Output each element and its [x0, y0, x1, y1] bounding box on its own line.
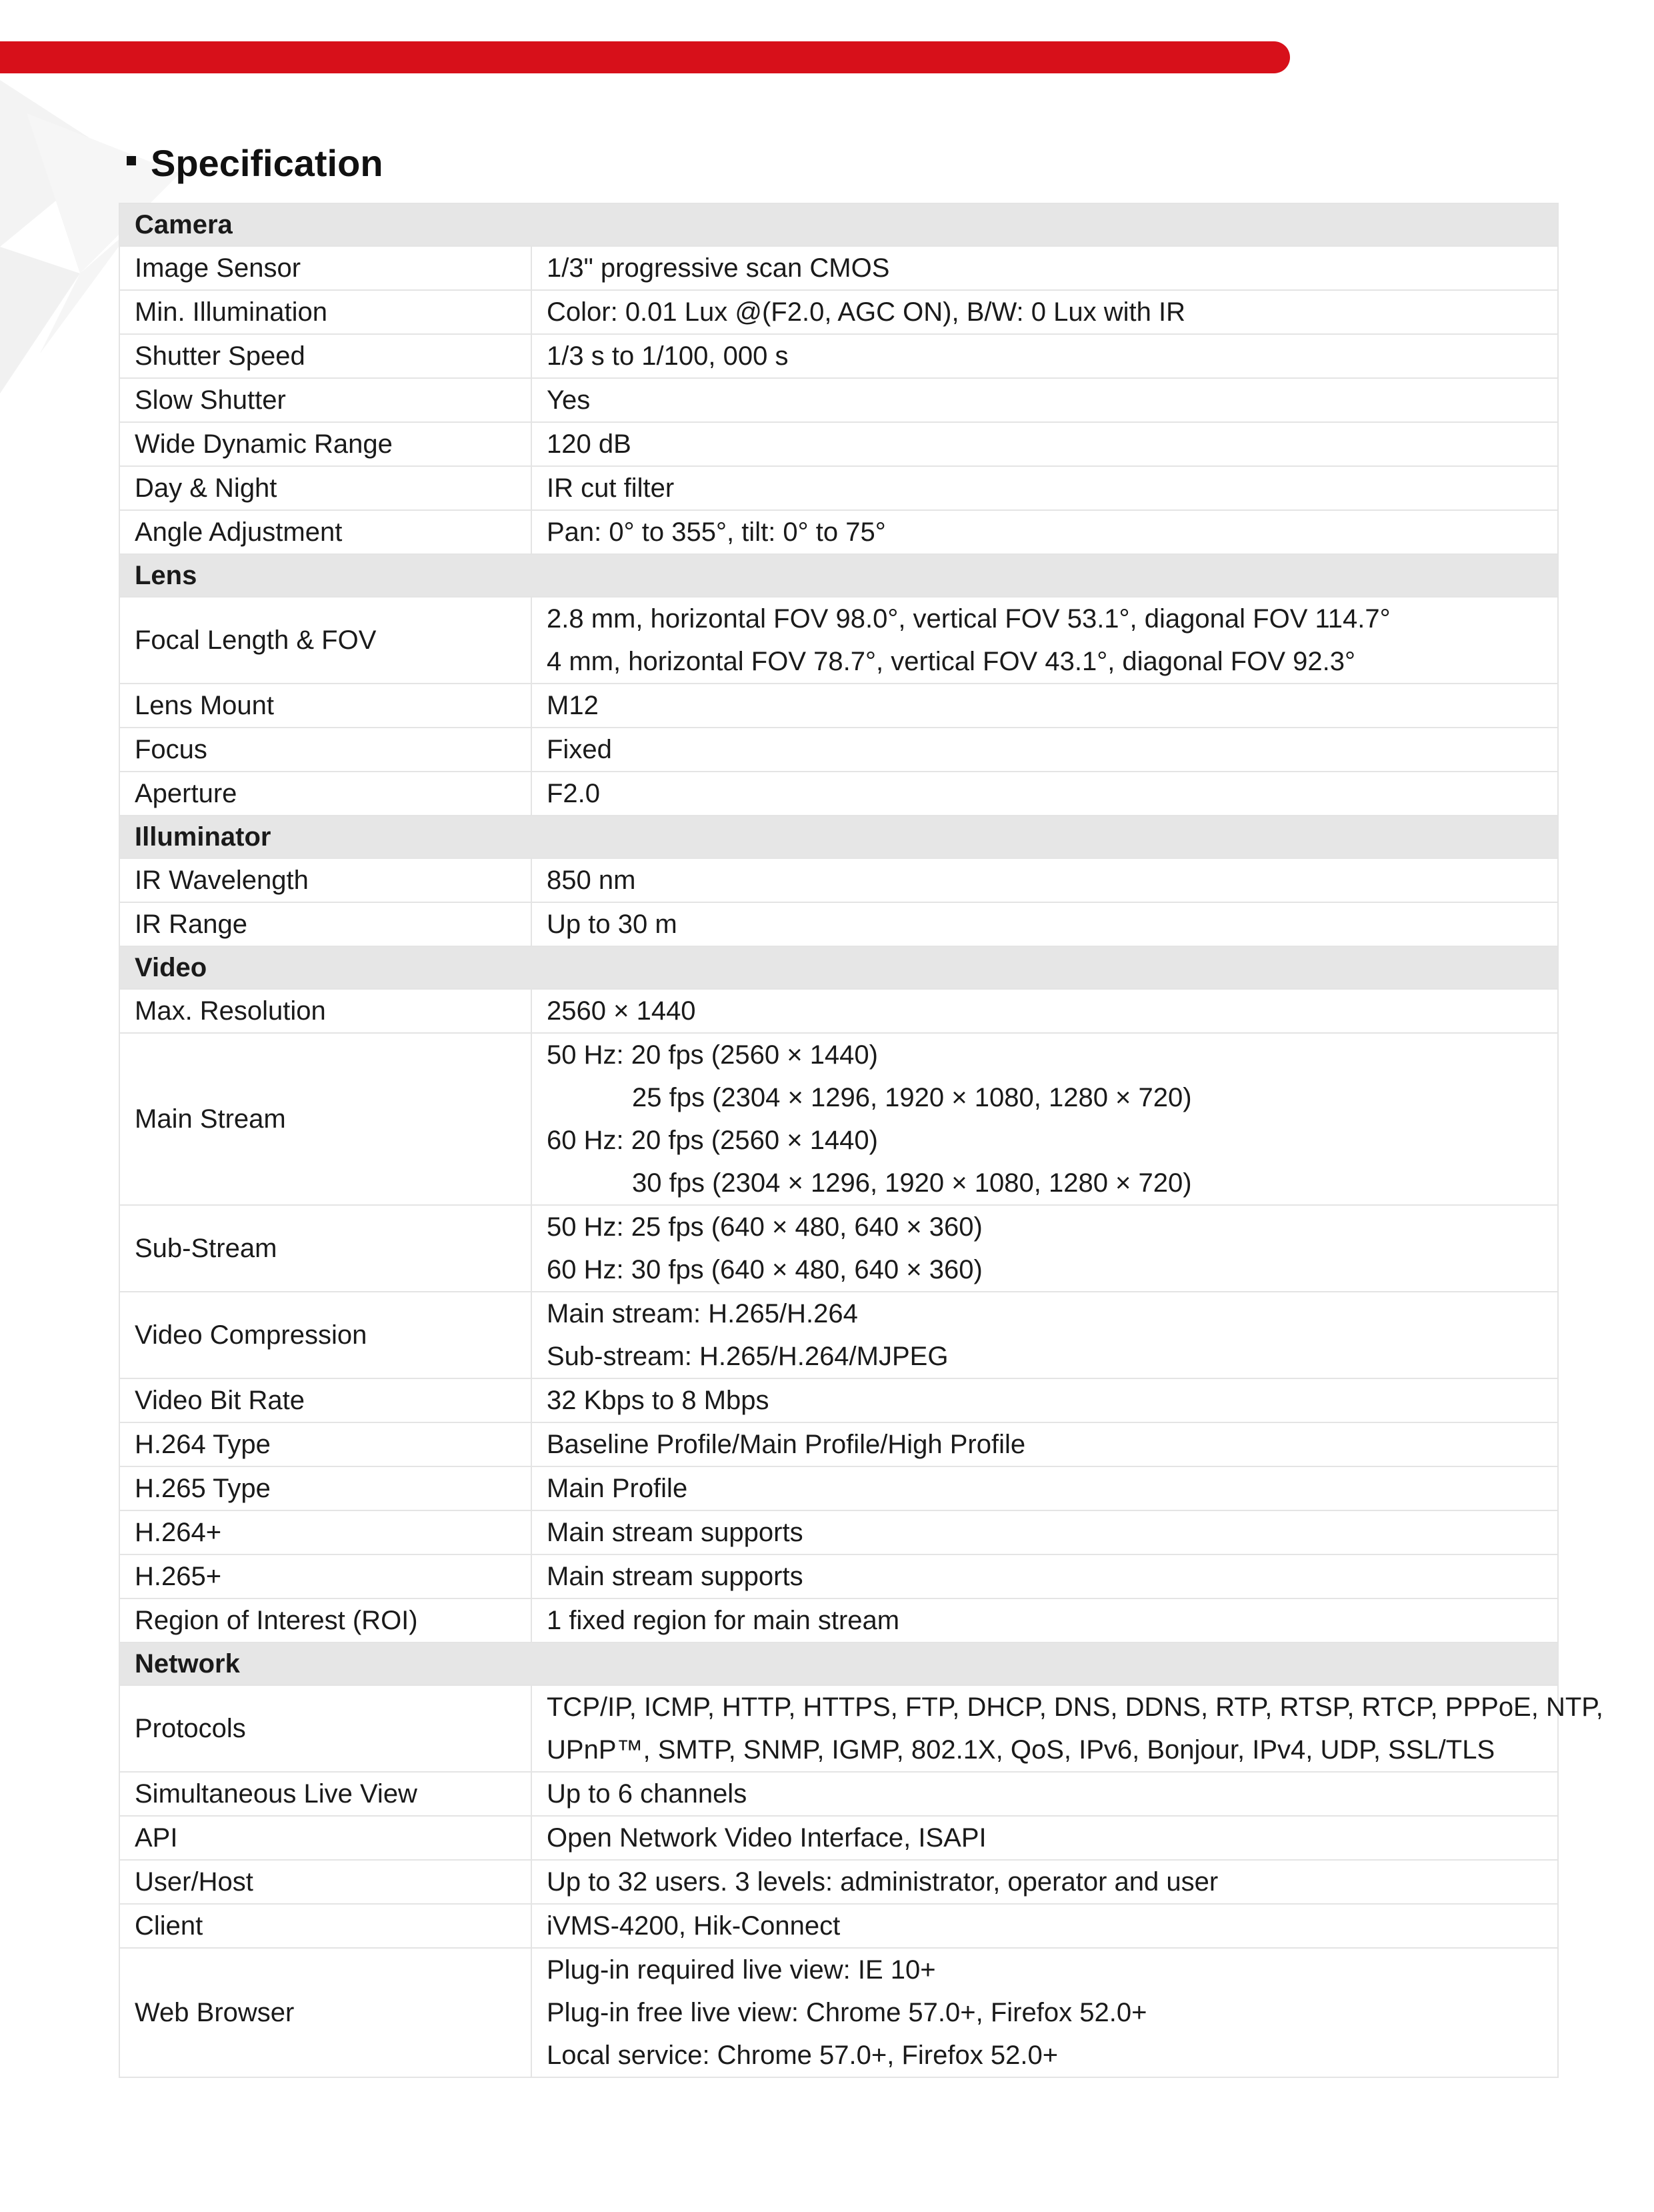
spec-value-line: F2.0	[547, 779, 601, 808]
spec-label: Region of Interest (ROI)	[119, 1598, 531, 1642]
spec-row	[119, 772, 1558, 816]
spec-row	[119, 378, 1558, 422]
spec-value-line: Up to 32 users. 3 levels: administrator, operator and user	[547, 1867, 1219, 1897]
spec-value-line: IR cut filter	[547, 473, 675, 503]
spec-value	[531, 1772, 1558, 1816]
spec-row	[119, 989, 1558, 1033]
spec-row	[119, 1378, 1558, 1422]
spec-value	[531, 1904, 1558, 1948]
spec-value-line: Yes	[547, 385, 591, 415]
spec-label: H.264+	[119, 1510, 531, 1554]
spec-value	[531, 1685, 1603, 1772]
spec-value	[531, 1033, 1558, 1205]
spec-row	[119, 510, 1558, 554]
spec-value	[531, 858, 1558, 902]
spec-value	[531, 1598, 1558, 1642]
spec-value-line: Main Profile	[547, 1474, 688, 1503]
spec-label: Client	[119, 1904, 531, 1948]
spec-label: H.264 Type	[119, 1422, 531, 1466]
section-header	[119, 554, 1558, 597]
spec-value-line: Fixed	[547, 735, 612, 764]
spec-row	[119, 1598, 1558, 1642]
spec-value	[531, 1948, 1558, 2077]
spec-label: API	[119, 1816, 531, 1860]
spec-label: Shutter Speed	[119, 334, 531, 378]
spec-label: Day & Night	[119, 466, 531, 510]
spec-value-line: Up to 30 m	[547, 910, 677, 939]
spec-row	[119, 466, 1558, 510]
spec-label: Min. Illumination	[119, 290, 531, 334]
spec-row	[119, 1948, 1558, 2077]
spec-value	[531, 1554, 1558, 1598]
spec-row	[119, 1772, 1558, 1816]
spec-value-line: Local service: Chrome 57.0+, Firefox 52.0+	[547, 2041, 1059, 2070]
spec-row	[119, 684, 1558, 728]
section-header	[119, 1642, 1558, 1685]
spec-value-line: 50 Hz: 25 fps (640 × 480, 640 × 360)	[547, 1212, 983, 1242]
spec-value-line: Main stream: H.265/H.264	[547, 1299, 858, 1328]
spec-value-line: Main stream supports	[547, 1518, 803, 1547]
spec-value-line: 1 fixed region for main stream	[547, 1606, 900, 1635]
spec-label: Angle Adjustment	[119, 510, 531, 554]
spec-value-line: Up to 6 channels	[547, 1779, 747, 1809]
spec-label: Aperture	[119, 772, 531, 816]
spec-row	[119, 1904, 1558, 1948]
spec-value-line: TCP/IP, ICMP, HTTP, HTTPS, FTP, DHCP, DNS, DDNS, RTP, RTSP, RTCP, PPPoE, NTP,	[547, 1693, 1603, 1722]
spec-label: Video Bit Rate	[119, 1378, 531, 1422]
spec-label: Max. Resolution	[119, 989, 531, 1033]
spec-value-line: Pan: 0° to 355°, tilt: 0° to 75°	[547, 517, 886, 547]
spec-label: Protocols	[119, 1685, 531, 1772]
spec-label: IR Wavelength	[119, 858, 531, 902]
spec-value	[531, 290, 1558, 334]
spec-value	[531, 902, 1558, 946]
title-bullet	[127, 156, 136, 165]
spec-value	[531, 597, 1558, 684]
spec-value-line: 2.8 mm, horizontal FOV 98.0°, vertical FOV 53.1°, diagonal FOV 114.7°	[547, 604, 1391, 634]
spec-row	[119, 1685, 1558, 1772]
spec-row	[119, 1510, 1558, 1554]
spec-value-line: M12	[547, 691, 599, 720]
spec-value-line: Sub-stream: H.265/H.264/MJPEG	[547, 1342, 949, 1371]
spec-value-line: 60 Hz: 20 fps (2560 × 1440)	[547, 1126, 878, 1155]
spec-row	[119, 1816, 1558, 1860]
spec-value	[531, 334, 1558, 378]
spec-row	[119, 1422, 1558, 1466]
spec-value	[531, 1860, 1558, 1904]
spec-value-line: Open Network Video Interface, ISAPI	[547, 1823, 987, 1853]
spec-label: Wide Dynamic Range	[119, 422, 531, 466]
spec-row	[119, 858, 1558, 902]
spec-value-line: 850 nm	[547, 866, 636, 895]
spec-value-line: 1/3" progressive scan CMOS	[547, 253, 890, 283]
spec-value	[531, 1292, 1558, 1378]
spec-label: Focus	[119, 728, 531, 772]
spec-value	[531, 466, 1558, 510]
spec-label: Slow Shutter	[119, 378, 531, 422]
spec-row	[119, 246, 1558, 290]
spec-row	[119, 290, 1558, 334]
page-title-text: Specification	[151, 142, 383, 184]
section-header	[119, 946, 1558, 989]
spec-label: Simultaneous Live View	[119, 1772, 531, 1816]
spec-row	[119, 1554, 1558, 1598]
spec-label: Image Sensor	[119, 246, 531, 290]
spec-label: Lens Mount	[119, 684, 531, 728]
section-header	[119, 203, 1558, 246]
spec-value	[531, 1466, 1558, 1510]
spec-row	[119, 902, 1558, 946]
spec-label: User/Host	[119, 1860, 531, 1904]
spec-value	[531, 422, 1558, 466]
brand-header-bar	[0, 41, 1290, 73]
spec-row	[119, 1033, 1558, 1205]
spec-label: IR Range	[119, 902, 531, 946]
spec-value-line: 4 mm, horizontal FOV 78.7°, vertical FOV 43.1°, diagonal FOV 92.3°	[547, 647, 1355, 676]
spec-value-line: 1/3 s to 1/100, 000 s	[547, 341, 789, 371]
spec-row	[119, 1292, 1558, 1378]
spec-value	[531, 1816, 1558, 1860]
spec-value	[531, 728, 1558, 772]
spec-value	[531, 510, 1558, 554]
page-title	[127, 141, 383, 185]
spec-value	[531, 684, 1558, 728]
spec-label: Web Browser	[119, 1948, 531, 2077]
spec-value-line: Plug-in required live view: IE 10+	[547, 1955, 936, 1985]
spec-value	[531, 1378, 1558, 1422]
spec-row	[119, 728, 1558, 772]
spec-row	[119, 597, 1558, 684]
section-title: Lens	[119, 554, 1558, 597]
spec-row	[119, 1860, 1558, 1904]
section-title: Video	[119, 946, 1558, 989]
spec-value-line: Color: 0.01 Lux @(F2.0, AGC ON), B/W: 0 Lux with IR	[547, 297, 1185, 327]
spec-value	[531, 1422, 1558, 1466]
spec-label: Focal Length & FOV	[119, 597, 531, 684]
spec-value-line: 60 Hz: 30 fps (640 × 480, 640 × 360)	[547, 1255, 983, 1284]
spec-value	[531, 1510, 1558, 1554]
spec-label: Video Compression	[119, 1292, 531, 1378]
spec-row	[119, 1466, 1558, 1510]
spec-label: H.265 Type	[119, 1466, 531, 1510]
spec-value-line: Main stream supports	[547, 1562, 803, 1591]
spec-row	[119, 422, 1558, 466]
spec-row	[119, 334, 1558, 378]
spec-value-line: iVMS-4200, Hik-Connect	[547, 1911, 841, 1941]
spec-value	[531, 989, 1558, 1033]
spec-value-line: 25 fps (2304 × 1296, 1920 × 1080, 1280 × 720)	[632, 1083, 1192, 1112]
spec-label: Main Stream	[119, 1033, 531, 1205]
spec-value-line: UPnP™, SMTP, SNMP, IGMP, 802.1X, QoS, IPv6, Bonjour, IPv4, UDP, SSL/TLS	[547, 1735, 1495, 1765]
section-title: Illuminator	[119, 816, 1558, 858]
section-header	[119, 816, 1558, 858]
spec-value-line: 50 Hz: 20 fps (2560 × 1440)	[547, 1040, 878, 1070]
spec-label: H.265+	[119, 1554, 531, 1598]
spec-value-line: Baseline Profile/Main Profile/High Profile	[547, 1430, 1026, 1459]
spec-value-line: 120 dB	[547, 429, 631, 459]
spec-value-line: 2560 × 1440	[547, 996, 696, 1026]
section-title: Network	[119, 1642, 1558, 1685]
section-title: Camera	[119, 203, 1558, 246]
spec-value-line: Plug-in free live view: Chrome 57.0+, Firefox 52.0+	[547, 1998, 1147, 2027]
spec-value-line: 30 fps (2304 × 1296, 1920 × 1080, 1280 × 720)	[632, 1168, 1192, 1198]
spec-value	[531, 378, 1558, 422]
spec-value-line: 32 Kbps to 8 Mbps	[547, 1386, 769, 1415]
spec-row	[119, 1205, 1558, 1292]
spec-label: Sub-Stream	[119, 1205, 531, 1292]
spec-value	[531, 1205, 1558, 1292]
specification-table	[119, 203, 1603, 2078]
spec-value	[531, 772, 1558, 816]
spec-value	[531, 246, 1558, 290]
